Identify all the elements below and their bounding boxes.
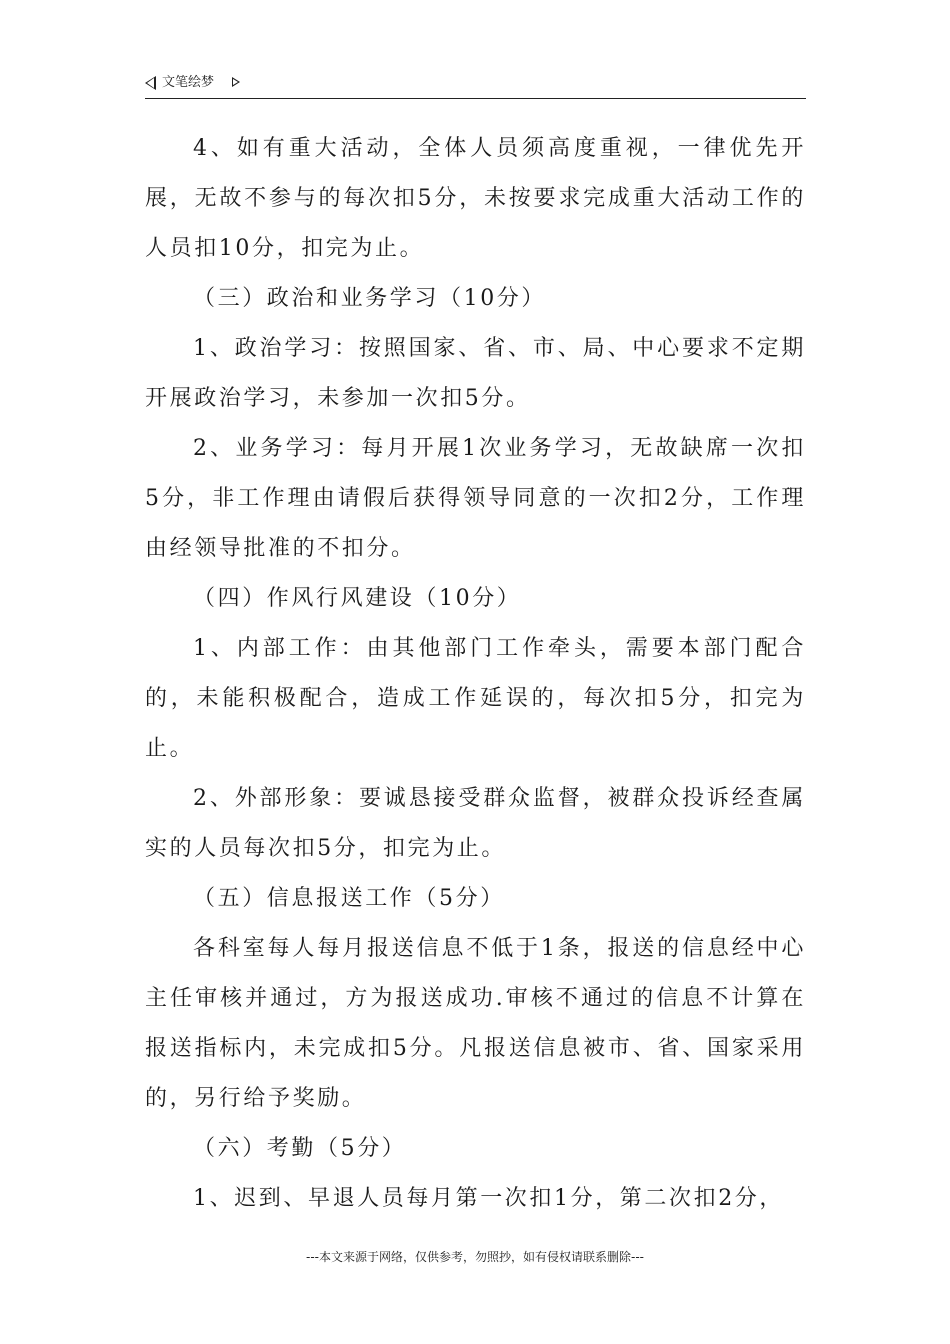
page-header [145, 72, 806, 99]
paragraph-business-study: 2、业务学习：每月开展1次业务学习，无故缺席一次扣5分，非工作理由请假后获得领导同意的一次扣2分，工作理由经领导批准的不扣分。 [145, 436, 806, 561]
triangle-right-icon [232, 77, 240, 87]
paragraph-lateness: 1、迟到、早退人员每月第一次扣1分，第二次扣2分， [193, 1186, 784, 1211]
section-heading-conduct: （四）作风行风建设（10分） [193, 586, 522, 611]
header-logo-text: 文笔绘梦 [162, 75, 215, 90]
paragraph-information-reporting: 各科室每人每月报送信息不低于1条，报送的信息经中心主任审核并通过，方为报送成功.审核不通过的信息不计算在报送指标内，未完成扣5分。凡报送信息被市、省、国家采用的，另行给予奖励。 [145, 936, 806, 1111]
paragraph-external-image: 2、外部形象：要诚恳接受群众监督，被群众投诉经查属实的人员每次扣5分，扣完为止。 [145, 786, 806, 861]
section-heading-information: （五）信息报送工作（5分） [193, 886, 505, 911]
document-body [145, 124, 806, 1224]
paragraph-internal-work: 1、内部工作：由其他部门工作牵头，需要本部门配合的，未能积极配合，造成工作延误的，每次扣5分，扣完为止。 [145, 636, 806, 761]
triangle-left-icon [145, 76, 156, 90]
page-footer: ---本文来源于网络，仅供参考，勿照抄，如有侵权请联系删除--- [306, 1250, 644, 1264]
paragraph-activities: 4、如有重大活动，全体人员须高度重视，一律优先开展，无故不参与的每次扣5分，未按要求完成重大活动工作的人员扣10分，扣完为止。 [145, 136, 806, 261]
section-heading-attendance: （六）考勤（5分） [193, 1136, 407, 1161]
section-heading-study: （三）政治和业务学习（10分） [193, 286, 546, 311]
paragraph-political-study: 1、政治学习：按照国家、省、市、局、中心要求不定期开展政治学习，未参加一次扣5分。 [145, 336, 806, 411]
